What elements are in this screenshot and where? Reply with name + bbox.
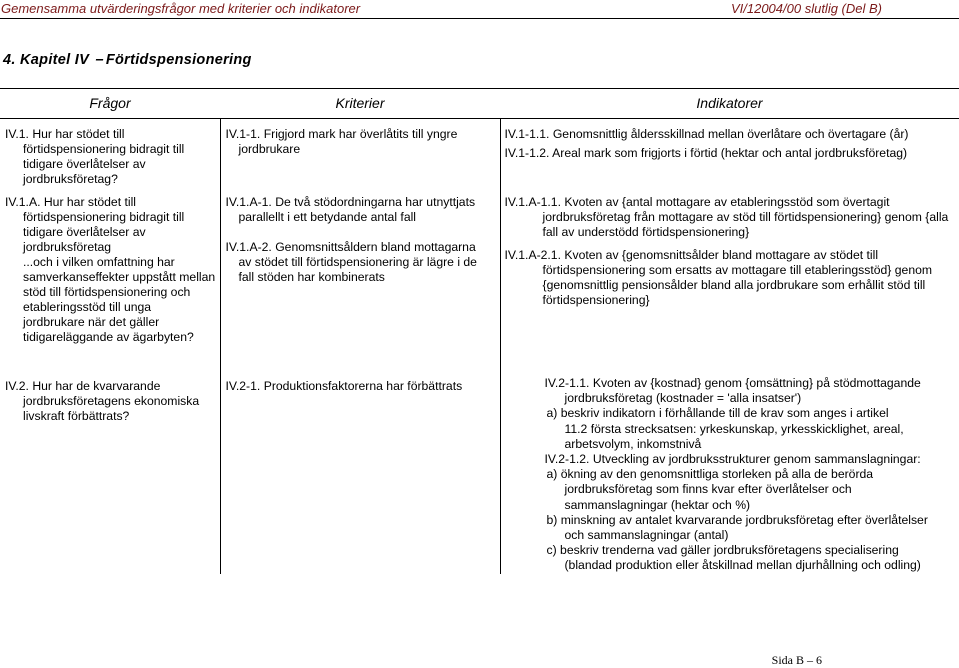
question-cell — [0, 119, 220, 188]
indicator-cell — [500, 371, 959, 574]
chapter-heading — [3, 52, 252, 68]
table-row — [0, 371, 959, 574]
criterion-number: IV.2-1. — [225, 379, 261, 393]
column-header-fragor: Frågor — [0, 89, 220, 119]
criterion-text-cont: parallellt i ett betydande antal fall — [238, 210, 417, 224]
chapter-number: 4. Kapitel IV — [3, 52, 90, 68]
criteria-cell — [220, 119, 500, 188]
criterion-text: De två stödordningarna har utnyttjats — [275, 195, 476, 209]
table-row — [0, 119, 959, 188]
indicator-item-cont: förtidspensionering som ersatts av mottagare till etableringsstöd} genom {genomsnittlig pensionsålder bland alla jordbrukare som erhållit stöd till förtidspensionering} — [542, 263, 933, 307]
indicator-line: b) minskning av antalet kvarvarande jordbruksföretag efter överlåtelser — [546, 512, 928, 527]
indicator-item: IV.1-1.1. Genomsnittlig åldersskillnad mellan överlåtare och övertagare (år) — [504, 127, 909, 141]
indicator-line: arbetsvolym, inkomstnivå — [564, 436, 702, 451]
indicator-line: jordbruksföretag (kostnader = 'alla insatser') — [564, 391, 802, 406]
indicator-line: a) ökning av den genomsnittliga storleken på alla de berörda — [546, 467, 874, 482]
header-divider — [0, 18, 959, 19]
question-text-cont: förtidspensionering bidragit till tidigare överlåtelser av jordbruksföretag — [23, 210, 185, 254]
indicator-line: sammanslagningar (hektar och %) — [564, 497, 751, 512]
indicator-cell — [500, 187, 959, 371]
question-text-extra: ...och i vilken omfattning har samverkanseffekter uppstått mellan stöd till förtidspensionering och etableringsstöd till unga jordbrukare när det gäller tidigareläggande av ägarbyten? — [23, 255, 216, 344]
document-header-reference: VI/12004/00 slutlig (Del B) — [730, 1, 882, 16]
indicator-line: 11.2 första strecksatsen: yrkeskunskap, yrkesskicklighet, areal, — [564, 421, 904, 436]
criterion-number: IV.1-1. — [225, 127, 261, 141]
question-text-cont: förtidspensionering bidragit till tidigare överlåtelser av jordbruksföretag? — [23, 142, 185, 186]
indicator-item: IV.2-1.2. Utveckling av jordbruksstrukturer genom sammanslagningar: — [544, 452, 921, 467]
indicator-item-cont: jordbruksföretag från mottagare av stöd till förtidspensionering} genom {alla fall av understödd förtidspensionering} — [542, 210, 949, 239]
indicator-item: IV.2-1.1. Kvoten av {kostnad} genom {omsättning} på stödmottagande — [544, 376, 921, 390]
criterion-text: Genomsnittsåldern bland mottagarna — [275, 240, 476, 254]
question-text: Hur har stödet till — [43, 195, 136, 209]
column-header-kriterier: Kriterier — [220, 89, 500, 119]
chapter-title: Förtidspensionering — [105, 52, 252, 68]
table-row — [0, 187, 959, 371]
criterion-text: Frigjord mark har överlåtits till yngre — [263, 127, 458, 141]
question-text-cont: jordbruksföretagens ekonomiska livskraft förbättrats? — [23, 394, 200, 423]
criterion-text: Produktionsfaktorerna har förbättrats — [263, 379, 463, 393]
criteria-cell — [220, 371, 500, 574]
chapter-dash: – — [95, 52, 104, 68]
page-number: Sida B – 6 — [771, 653, 822, 667]
question-number: IV.1.A. — [5, 195, 41, 209]
question-text: Hur har de kvarvarande — [32, 379, 161, 393]
question-cell — [0, 187, 220, 371]
table-header-row — [0, 89, 959, 119]
indicator-cell — [500, 119, 959, 188]
criteria-table — [0, 88, 959, 574]
indicator-line: a) beskriv indikatorn i förhållande till de krav som anges i artikel — [546, 406, 889, 421]
indicator-line: c) beskriv trenderna vad gäller jordbruksföretagens specialisering — [546, 543, 899, 558]
question-text: Hur har stödet till — [32, 127, 125, 141]
indicator-line: (blandad produktion eller åtskillnad mellan djurhållning och odling) — [564, 558, 921, 573]
column-header-indikatorer: Indikatorer — [500, 89, 959, 119]
indicator-item: IV.1.A-2.1. Kvoten av {genomsnittsålder bland mottagare av stödet till — [504, 248, 879, 262]
criterion-number: IV.1.A-2. — [225, 240, 272, 254]
question-cell — [0, 371, 220, 574]
criterion-number: IV.1.A-1. — [225, 195, 272, 209]
question-number: IV.2. — [5, 379, 29, 393]
indicator-item: IV.1.A-1.1. Kvoten av {antal mottagare av etableringsstöd som övertagit — [504, 195, 890, 209]
criterion-text-cont: jordbrukare — [238, 142, 301, 156]
indicator-line: jordbruksföretag som finns kvar efter överlåtelser och — [564, 482, 852, 497]
indicator-line: och sammanslagningar (antal) — [564, 528, 729, 543]
document-header-title: Gemensamma utvärderingsfrågor med kriterier och indikatorer — [1, 1, 361, 16]
indicator-item: IV.1-1.2. Areal mark som frigjorts i förtid (hektar och antal jordbruksföretag) — [504, 146, 908, 160]
criteria-cell — [220, 187, 500, 371]
question-number: IV.1. — [5, 127, 29, 141]
criterion-text-cont: av stödet till förtidspensionering är lägre i de fall stöden har kombinerats — [238, 255, 477, 284]
